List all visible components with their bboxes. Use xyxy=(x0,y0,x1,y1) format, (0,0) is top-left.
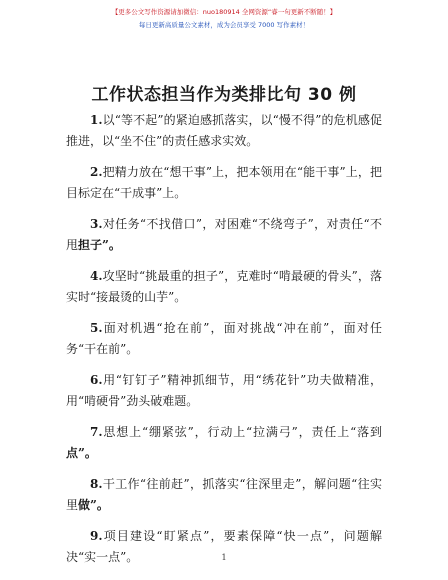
item-text: 用“钉钉子”精神抓细节，用“绣花针”功夫做精准，用“啃硬骨”劲头破难题。 xyxy=(66,373,382,408)
list-item xyxy=(66,474,382,516)
item-text: 攻坚时“挑最重的担子”，克难时“啃最硬的骨头”，落实时“接最烫的山芋”。 xyxy=(66,269,382,304)
list-item xyxy=(66,110,382,152)
list-item xyxy=(66,318,382,360)
item-list xyxy=(66,110,382,578)
item-text: 对任务“不找借口”，对困难“不绕弯子”，对责任“不甩 xyxy=(66,217,382,252)
item-number: 1. xyxy=(90,113,103,127)
item-text: 把精力放在“想干事”上，把本领用在“能干事”上，把目标定在“干成事”上。 xyxy=(66,165,382,200)
item-text: 干工作“往前赶”，抓落实“往深里走”，解问题“往实里 xyxy=(66,477,382,512)
item-number: 6. xyxy=(90,373,103,387)
item-bold-text: 点”。 xyxy=(66,446,97,460)
item-number: 5. xyxy=(90,321,103,335)
item-bold-text: 做”。 xyxy=(78,498,109,512)
item-text: 项目建设“盯紧点”，要素保障“快一点”，问题解决“实一点”。 xyxy=(66,529,382,564)
item-number: 2. xyxy=(90,165,103,179)
list-item xyxy=(66,266,382,308)
item-bold-text: 担子”。 xyxy=(78,238,121,252)
page-number: 1 xyxy=(221,553,227,562)
list-item xyxy=(66,370,382,412)
list-item xyxy=(66,162,382,204)
list-item xyxy=(66,422,382,464)
item-text: 以“等不起”的紧迫感抓落实，以“慢不得”的危机感促推进，以“坐不住”的责任感求实效。 xyxy=(66,113,382,148)
banner-line-2: 每日更新高质量公文素材，成为会员享受 7000 写作素材！ xyxy=(138,21,310,29)
item-number: 4. xyxy=(90,269,103,283)
item-number: 9. xyxy=(90,529,103,543)
item-text: 思想上“绷紧弦”，行动上“拉满弓”，责任上“落到 xyxy=(102,425,382,439)
item-number: 8. xyxy=(90,477,103,491)
item-text: 面对机遇“抢在前”，面对挑战“冲在前”，面对任务“干在前”。 xyxy=(66,321,382,356)
document-title: 工作状态担当作为类排比句 30 例 xyxy=(91,85,357,105)
item-number: 3. xyxy=(90,217,103,231)
item-number: 7. xyxy=(90,425,103,439)
list-item xyxy=(66,214,382,256)
header-banner xyxy=(0,6,448,32)
banner-line-1: 【更多公文写作资源请加微信：nuo180914 全网资源“睿一句更新不断随！】 xyxy=(111,8,337,16)
